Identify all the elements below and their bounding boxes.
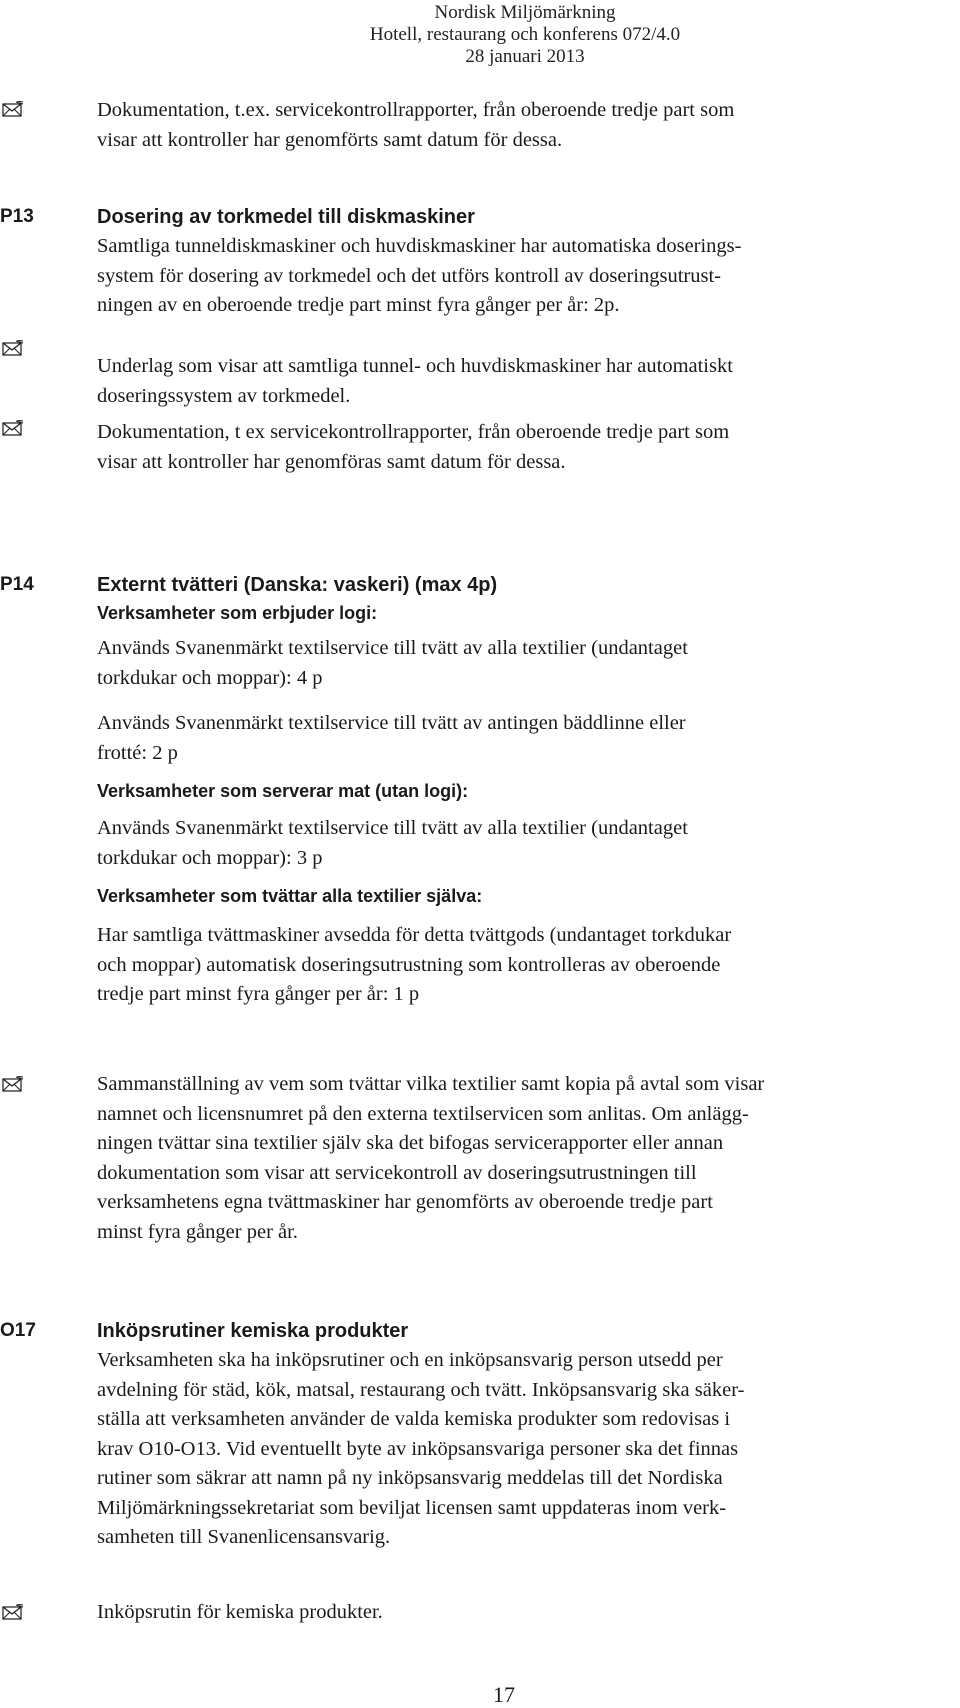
documentation-line: visar att kontroller har genomföras samt datum för dessa.: [97, 450, 566, 473]
intro-doc-line-2: visar att kontroller har genomförts samt datum för dessa.: [97, 128, 563, 151]
documentation-line: ningen tvättar sina textilier själv ska det bifogas servicerapporter eller annan: [97, 1132, 724, 1154]
option-text-line: torkdukar och moppar): 4 p: [97, 666, 323, 689]
documentation-line: dokumentation som visar att servicekontroll av doseringsutrustningen till: [97, 1161, 697, 1184]
intro-doc-line-1: Dokumentation, t.ex. servicekontrollrapporter, från oberoende tredje part som: [97, 99, 735, 121]
documentation-line: Inköpsrutin för kemiska produkter.: [97, 1601, 383, 1623]
documentation-line: Dokumentation, t ex servicekontrollrapporter, från oberoende tredje part som: [97, 421, 730, 443]
header-document-title: Hotell, restaurang och konferens 072/4.0: [369, 24, 681, 45]
page-number: 17: [493, 1682, 515, 1707]
option-text-line: Används Svanenmärkt textilservice till tvätt av antingen bäddlinne eller: [97, 712, 686, 734]
requirement-text-line: Samtliga tunneldiskmaskiner och huvdiskmaskiner har automatiska doserings-: [97, 235, 742, 257]
documentation-line: namnet och licensnumret på den externa textilservicen som anlitas. Om anlägg-: [97, 1102, 749, 1125]
subheading-logi: Verksamheter som erbjuder logi:: [97, 603, 378, 623]
requirement-title: Dosering av torkmedel till diskmaskiner: [97, 206, 475, 228]
option-text-line: tredje part minst fyra gånger per år: 1 p: [97, 983, 420, 1005]
requirement-text-line: rutiner som säkrar att namn på ny inköpsansvarig meddelas till det Nordiska: [97, 1467, 723, 1489]
requirement-title: Externt tvätteri (Danska: vaskeri) (max 4p): [97, 574, 498, 596]
requirement-text-line: Verksamheten ska ha inköpsrutiner och en inköpsansvarig person utsedd per: [97, 1349, 723, 1371]
requirement-text-line: samheten till Svanenlicensansvarig.: [97, 1526, 391, 1548]
requirement-text-line: Miljömärkningssekretariat som beviljat licensen samt uppdateras inom verk-: [97, 1496, 727, 1519]
option-text-line: torkdukar och moppar): 3 p: [97, 846, 323, 869]
requirement-code: P14: [0, 574, 34, 595]
header-organization: Nordisk Miljömärkning: [434, 2, 616, 23]
requirement-text-line: ställa att verksamheten använder de valda kemiska produkter som redovisas i: [97, 1408, 731, 1430]
requirement-text-line: system för dosering av torkmedel och det utförs kontroll av doseringsutrust-: [97, 264, 721, 287]
option-text-line: och moppar) automatisk doseringsutrustning som kontrolleras av oberoende: [97, 953, 721, 976]
envelope-icon: [2, 1076, 24, 1092]
documentation-line: Sammanställning av vem som tvättar vilka textilier samt kopia på avtal som visar: [97, 1073, 765, 1095]
subheading-tvatt: Verksamheter som tvättar alla textilier själva:: [97, 886, 483, 906]
envelope-icon: [2, 1604, 24, 1620]
requirement-text-line: avdelning för städ, kök, matsal, restaurang och tvätt. Inköpsansvarig ska säker-: [97, 1378, 745, 1401]
requirement-text-line: ningen av en oberoende tredje part minst fyra gånger per år: 2p.: [97, 294, 620, 316]
requirement-code: P13: [0, 206, 34, 227]
requirement-text-line: krav O10-O13. Vid eventuellt byte av inköpsansvariga personer ska det finnas: [97, 1437, 739, 1460]
documentation-line: verksamhetens egna tvättmaskiner har genomförts av oberoende tredje part: [97, 1191, 713, 1213]
page-header: [0, 2, 960, 68]
documentation-line: minst fyra gånger per år.: [97, 1220, 298, 1243]
option-text-line: frotté: 2 p: [97, 741, 178, 764]
header-date: 28 januari 2013: [465, 46, 585, 67]
option-text-line: Används Svanenmärkt textilservice till tvätt av alla textilier (undantaget: [97, 817, 688, 839]
envelope-icon: [2, 420, 24, 436]
envelope-icon: [2, 101, 24, 117]
subheading-mat: Verksamheter som serverar mat (utan logi):: [97, 781, 469, 801]
requirement-title: Inköpsrutiner kemiska produkter: [97, 1320, 409, 1342]
option-text-line: Har samtliga tvättmaskiner avsedda för detta tvättgods (undantaget torkdukar: [97, 924, 732, 946]
envelope-icon: [2, 340, 24, 356]
option-text-line: Används Svanenmärkt textilservice till tvätt av alla textilier (undantaget: [97, 637, 688, 659]
documentation-line: Underlag som visar att samtliga tunnel- och huvdiskmaskiner har automatiskt: [97, 355, 733, 377]
requirement-code: O17: [0, 1320, 36, 1341]
documentation-line: doseringssystem av torkmedel.: [97, 384, 351, 407]
